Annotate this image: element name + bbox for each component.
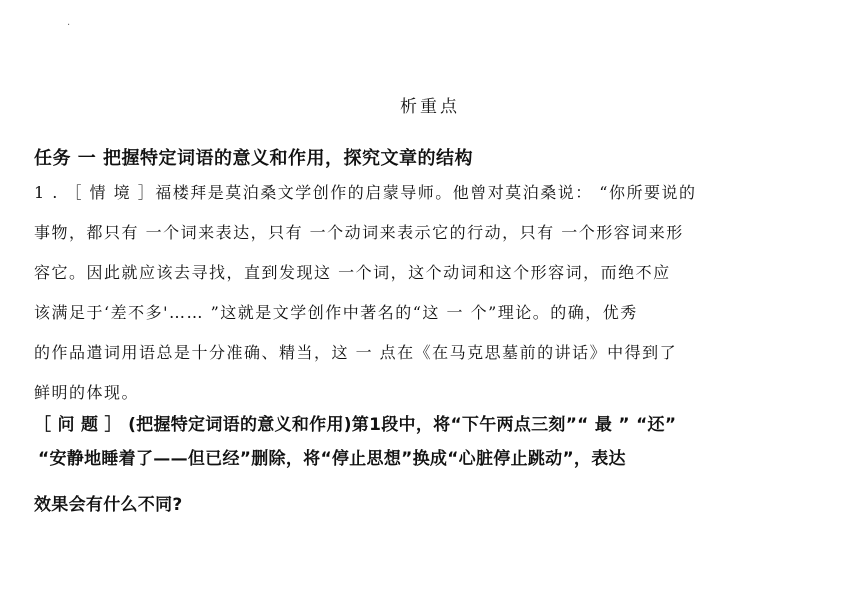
context-paragraph: [34, 178, 814, 418]
context-line: 容它。因此就应该去寻找，直到发现这 一个词，这个动词和这个形容词，而绝不应: [34, 263, 671, 282]
context-line: 该满足于‘差不多'…… ”这就是文学创作中著名的“这 一 个”理论。的确，优秀: [34, 303, 638, 322]
question-paragraph: [34, 410, 676, 520]
question-line: “安静地睡着了——但已经”删除，将“停止思想”换成“心脏停止跳动”，表达: [38, 449, 626, 469]
context-line: 1 . ［ 情 境 ］福楼拜是莫泊桑文学创作的启蒙导师。他曾对莫泊桑说： “你所要说的: [34, 183, 697, 202]
question-line: 效果会有什么不同?: [34, 495, 183, 515]
context-line: 鲜明的体现。: [34, 383, 140, 402]
question-line: ［ 问 题 ］ (把握特定词语的意义和作用)第1段中，将“下午两点三刻”“ 最 ” “还”: [34, 415, 677, 435]
task-title: 任务 一 把握特定词语的意义和作用，探究文章的结构: [34, 148, 474, 169]
section-heading: 析重点: [400, 97, 460, 117]
context-line: 的作品遣词用语总是十分准确、精当，这 一 点在《在马克思墓前的讲话》中得到了: [34, 343, 678, 362]
context-line: 事物，都只有 一个词来表达，只有 一个动词来表示它的行动，只有 一个形容词来形: [34, 223, 684, 242]
top-mark: ·: [67, 20, 71, 31]
